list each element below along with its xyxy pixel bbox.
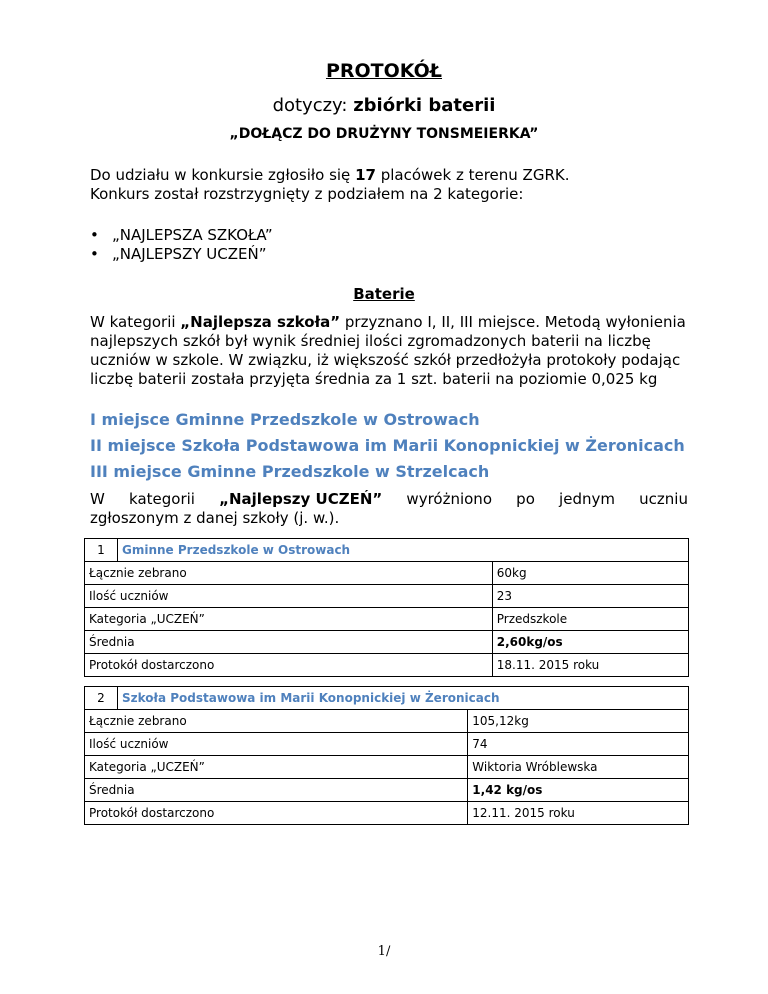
table-row: [85, 631, 689, 654]
table-row: [85, 710, 689, 733]
average-value: [468, 779, 689, 802]
table-row: [85, 608, 689, 631]
word: uczniu: [639, 490, 688, 508]
row-label: Kategoria „UCZEŃ”: [85, 608, 493, 631]
table-row: [85, 585, 689, 608]
school-record-table-2: [84, 686, 689, 825]
student-category-value: Przedszkole: [492, 608, 688, 631]
table-row: [85, 562, 689, 585]
description-text: przyznano I, II, III miejsce. Metodą wyłonienia najlepszych szkół był wynik średniej ilości zgromadzonych baterii na liczbę uczniów w szkole. W związku, iż większość szkół przedłożyła protokoły podając liczbę baterii została przyjęta średnia za 1 szt. baterii na poziomie 0,025 kg: [90, 313, 686, 388]
average-bold: 2,60kg/os: [496, 635, 563, 649]
intro-line-1: [90, 166, 690, 185]
category-list: [90, 226, 273, 264]
table-row: [85, 756, 689, 779]
delivery-date: 12.11. 2015 roku: [468, 802, 689, 825]
student-category-paragraph: [90, 490, 688, 528]
total-collected: 105,12kg: [468, 710, 689, 733]
row-label: Ilość uczniów: [85, 585, 493, 608]
school-name: Gminne Przedszkole w Ostrowach: [118, 539, 689, 562]
row-label: Średnia: [85, 779, 468, 802]
word: jednym: [559, 490, 615, 508]
intro-paragraph: [90, 166, 690, 204]
student-category-value: Wiktoria Wróblewska: [468, 756, 689, 779]
participant-count: 17: [355, 166, 376, 184]
intro-line-2: Konkurs został rozstrzygnięty z podziałem na 2 kategorie:: [90, 185, 524, 203]
total-collected: 60kg: [492, 562, 688, 585]
row-label: Kategoria „UCZEŃ”: [85, 756, 468, 779]
intro-text-b: placówek z terenu ZGRK.: [375, 166, 570, 184]
word: W: [90, 490, 105, 508]
row-label: Protokół dostarczono: [85, 802, 468, 825]
word: po: [516, 490, 535, 508]
student-category-line-1: [90, 490, 688, 509]
table-row: [85, 733, 689, 756]
second-place: II miejsce Szkoła Podstawowa im Marii Konopnickiej w Żeronicach: [90, 436, 685, 455]
record-number: 2: [85, 687, 118, 710]
description-prefix: W kategorii: [90, 313, 181, 331]
table-row: [85, 779, 689, 802]
table-row: [85, 654, 689, 677]
table-header-row: [85, 687, 689, 710]
document-subtitle: [0, 95, 768, 116]
student-category-name: „Najlepszy UCZEŃ”: [219, 490, 383, 508]
first-place: I miejsce Gminne Przedszkole w Ostrowach: [90, 410, 480, 429]
word: kategorii: [129, 490, 195, 508]
average-value: [492, 631, 688, 654]
table-row: [85, 802, 689, 825]
intro-text-a: Do udziału w konkursie zgłosiło się: [90, 166, 356, 184]
table-header-row: [85, 539, 689, 562]
student-category-line-2: zgłoszonym z danej szkoły (j. w.).: [90, 509, 340, 527]
average-bold: 1,42 kg/os: [472, 783, 543, 797]
student-count: 23: [492, 585, 688, 608]
school-name: Szkoła Podstawowa im Marii Konopnickiej w Żeronicach: [118, 687, 689, 710]
row-label: Ilość uczniów: [85, 733, 468, 756]
category-item: • „NAJLEPSZA SZKOŁA”: [90, 226, 273, 245]
subtitle-topic: zbiórki baterii: [353, 95, 496, 116]
third-place: III miejsce Gminne Przedszkole w Strzelcach: [90, 462, 490, 481]
description-category: „Najlepsza szkoła”: [180, 313, 341, 331]
section-heading: Baterie: [353, 285, 415, 303]
row-label: Łącznie zebrano: [85, 710, 468, 733]
student-count: 74: [468, 733, 689, 756]
description-paragraph: [90, 313, 690, 389]
school-record-table-1: [84, 538, 689, 677]
page-number: 1/: [377, 944, 391, 959]
campaign-name: „DOŁĄCZ DO DRUŻYNY TONSMEIERKA”: [229, 126, 539, 142]
record-number: 1: [85, 539, 118, 562]
word: wyróżniono: [406, 490, 492, 508]
category-item: • „NAJLEPSZY UCZEŃ”: [90, 245, 273, 264]
row-label: Średnia: [85, 631, 493, 654]
delivery-date: 18.11. 2015 roku: [492, 654, 688, 677]
subtitle-prefix: dotyczy:: [272, 95, 354, 116]
row-label: Protokół dostarczono: [85, 654, 493, 677]
document-title: PROTOKÓŁ: [325, 60, 443, 82]
row-label: Łącznie zebrano: [85, 562, 493, 585]
